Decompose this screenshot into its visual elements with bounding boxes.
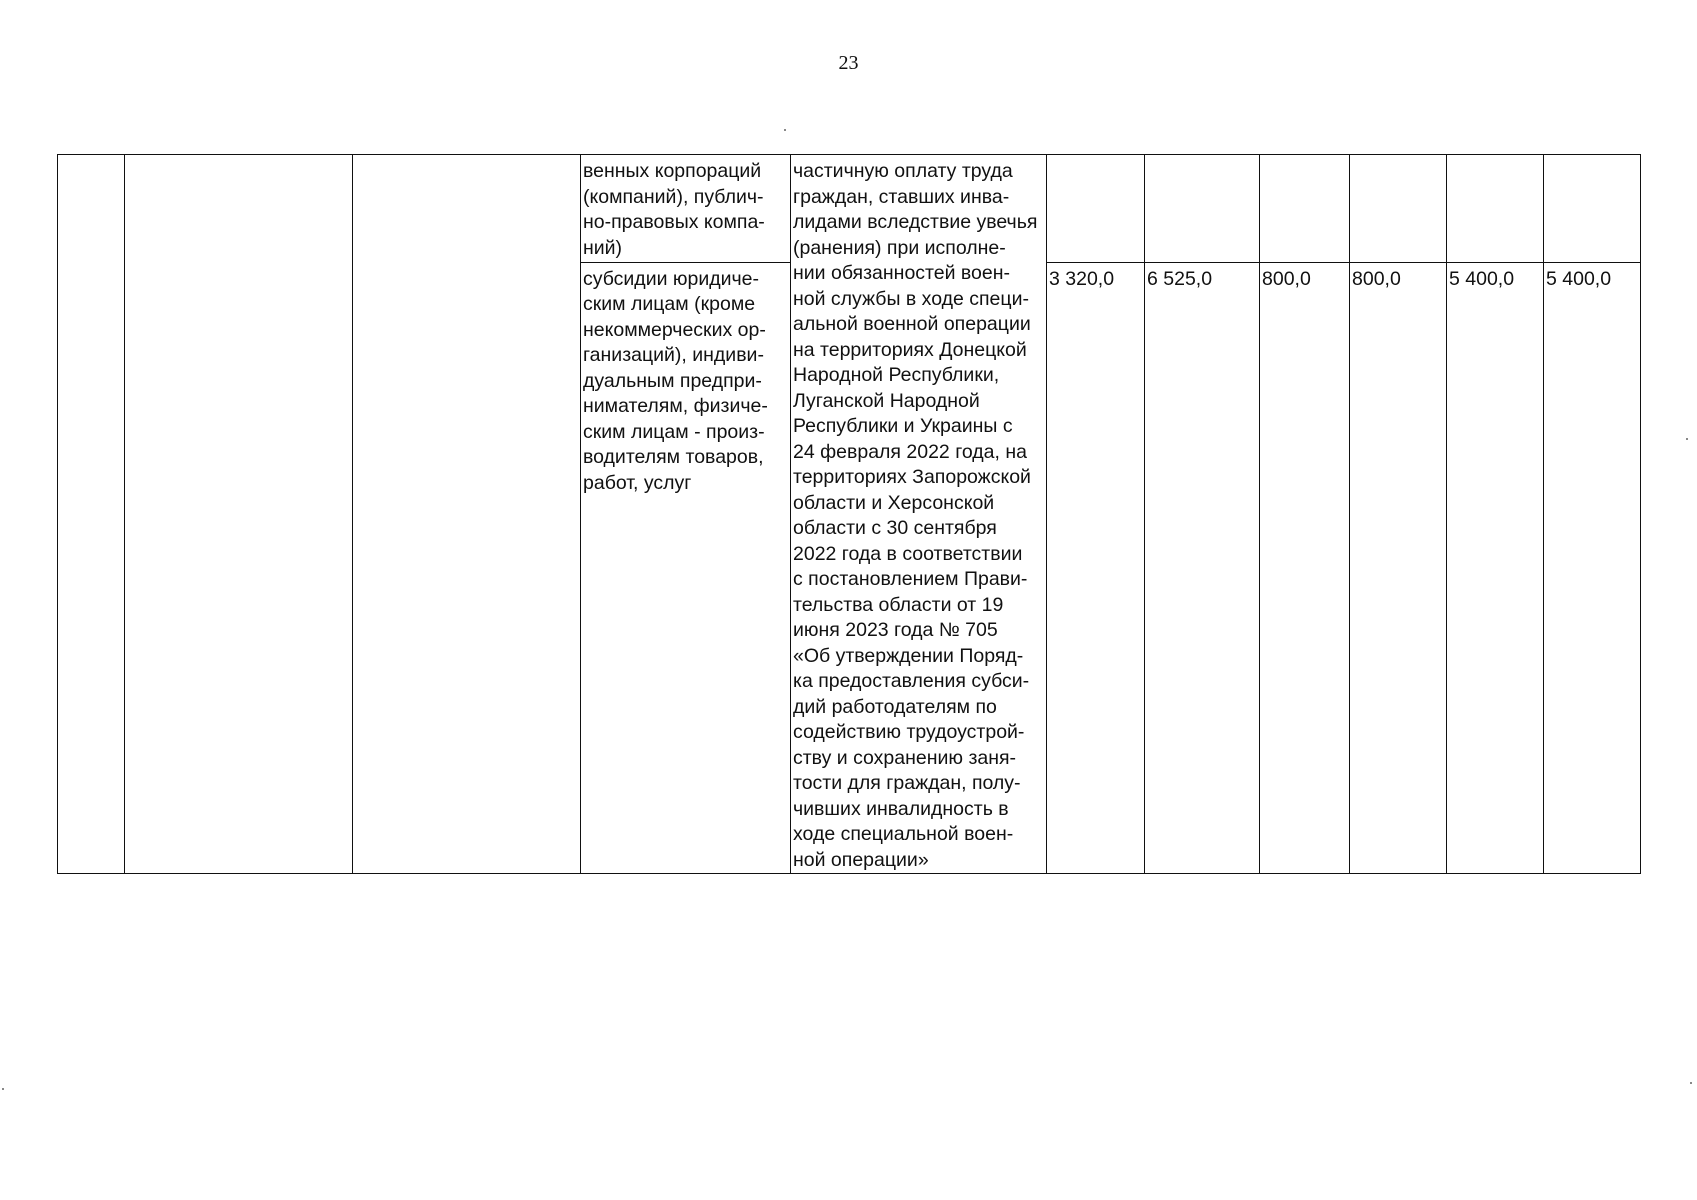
empty-cell-program: [125, 155, 353, 874]
recipient-cell: субсидии юридиче- ским лицам (кроме некоммерческих ор- ганизаций), индиви- дуальным предпри- нимателям, физиче- ским лицам - произ- водителям товаров, работ, услуг: [581, 262, 791, 873]
empty-value-cell: [1047, 155, 1145, 263]
empty-value-cell: [1145, 155, 1260, 263]
value-cell: 5 400,0: [1447, 262, 1544, 873]
scan-speck: [2, 1088, 4, 1090]
empty-value-cell: [1260, 155, 1350, 263]
empty-cell-number: [58, 155, 125, 874]
value-cell: 5 400,0: [1544, 262, 1641, 873]
value-cell: 3 320,0: [1047, 262, 1145, 873]
scan-speck: [784, 129, 786, 131]
budget-table: [57, 154, 1641, 874]
empty-value-cell: [1544, 155, 1641, 263]
value-cell: 6 525,0: [1145, 262, 1260, 873]
value-cell: 800,0: [1350, 262, 1447, 873]
value-cell: 800,0: [1260, 262, 1350, 873]
empty-value-cell: [1447, 155, 1544, 263]
page-number: 23: [838, 52, 859, 74]
scan-speck: [1690, 1082, 1692, 1084]
purpose-cell: частичную оплату труда граждан, ставших инва- лидами вследствие увечья (ранения) при исполне- нии обязанностей воен- ной службы в ходе специ- альной военной операции на территориях Донецкой Народной Республики, Луганской Народной Республики и Украины с 24 февраля 2022 года, на территориях Запорожской области и Херсонской области с 30 сентября 2022 года в соответствии с постановлением Прави- тельства области от 19 июня 2023 года № 705 «Об утверждении Поряд- ка предоставления субси- дий работодателям по содействию трудоустрой- ству и сохранению заня- тости для граждан, полу- чивших инвалидность в ходе специальной воен- ной операции»: [791, 155, 1047, 874]
recipient-cell: венных корпораций (компаний), публич- но-правовых компа- ний): [581, 155, 791, 263]
scan-speck: [1686, 438, 1688, 440]
table-row: [58, 155, 1641, 263]
empty-value-cell: [1350, 155, 1447, 263]
empty-cell-executor: [353, 155, 581, 874]
